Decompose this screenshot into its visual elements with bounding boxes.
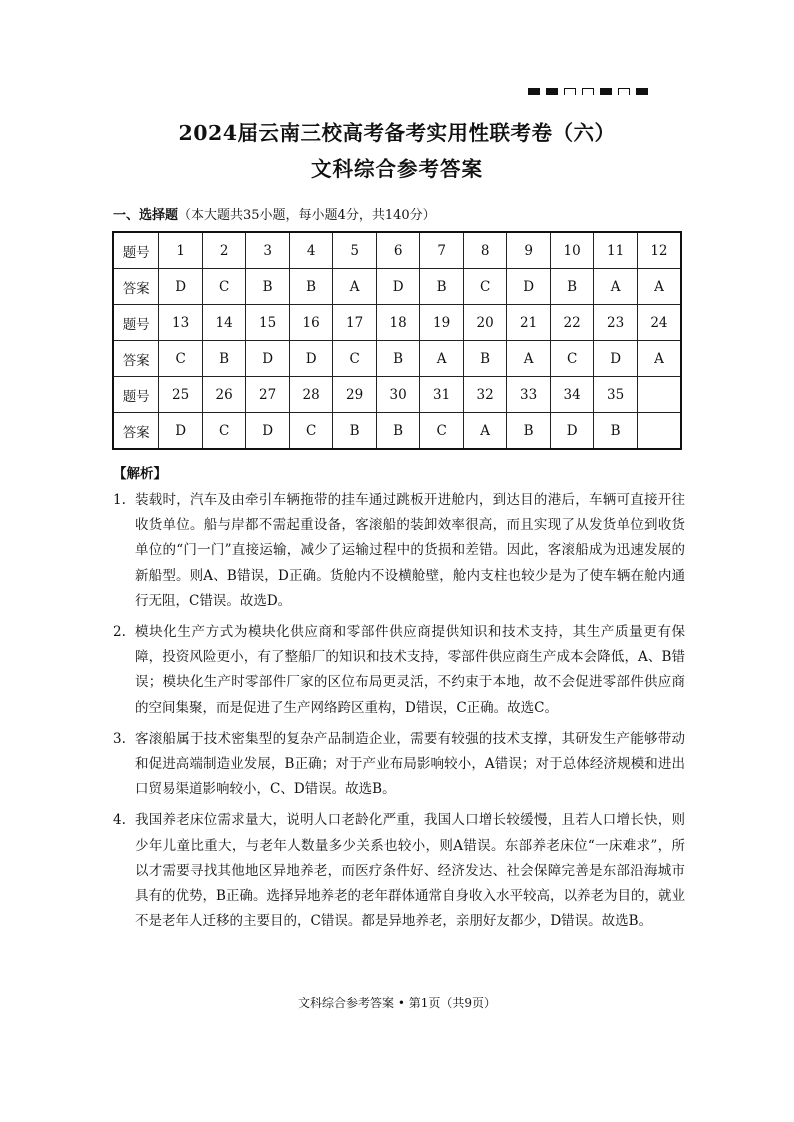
table-row <box>113 232 681 269</box>
table-cell: B <box>333 413 377 450</box>
table-row <box>113 377 681 413</box>
table-cell: 17 <box>333 305 377 341</box>
table-cell: 30 <box>376 377 420 413</box>
table-cell: 19 <box>420 305 464 341</box>
table-cell: D <box>550 413 594 450</box>
page-footer: 文科综合参考答案 • 第1页（共9页） <box>298 996 496 1010</box>
header-mark <box>636 88 648 95</box>
table-cell: 16 <box>289 305 333 341</box>
item-text: 我国养老床位需求量大，说明人口老龄化严重，我国人口增长较缓慢，且若人口增长快，则少年儿童比重大，与老年人数量多少关系也较小，则A错误。东部养老床位“一床难求”，所以才需要寻找其他地区异地养老，而医疗条件好、经济发达、社会保障完善是东部沿海城市具有的优势，B正确。选择异地养老的老年群体通常自身收入水平较高，以养老为目的，就业不是老年人迁移的主要目的，C错误。都是异地养老，亲朋好友都少，D错误。故选B。 <box>135 812 685 930</box>
table-cell: 20 <box>463 305 507 341</box>
table-cell: 23 <box>594 305 638 341</box>
answer-table <box>112 231 682 450</box>
table-cell: A <box>507 341 551 377</box>
item-number: 1. <box>113 492 126 508</box>
table-cell: 11 <box>594 232 638 269</box>
header-marks <box>528 88 648 95</box>
table-cell: A <box>463 413 507 450</box>
table-cell: D <box>507 269 551 305</box>
table-cell: 29 <box>333 377 377 413</box>
table-cell: 32 <box>463 377 507 413</box>
table-cell: C <box>202 413 246 450</box>
table-row <box>113 269 681 305</box>
table-cell: D <box>376 269 420 305</box>
item-number: 4. <box>113 812 126 829</box>
table-cell <box>637 413 681 450</box>
row-header-cell: 答案 <box>113 413 159 450</box>
table-cell: B <box>202 341 246 377</box>
table-cell: B <box>463 341 507 377</box>
table-cell: D <box>246 413 290 450</box>
table-cell: 5 <box>333 232 377 269</box>
table-cell: D <box>289 341 333 377</box>
table-cell: 34 <box>550 377 594 413</box>
table-cell: 33 <box>507 377 551 413</box>
table-cell: B <box>550 269 594 305</box>
table-cell: 6 <box>376 232 420 269</box>
table-cell: B <box>376 341 420 377</box>
table-row <box>113 305 681 341</box>
table-cell: 10 <box>550 232 594 269</box>
section-note: （本大题共35小题，每小题4分，共140分） <box>178 208 436 223</box>
table-cell: 8 <box>463 232 507 269</box>
table-cell: C <box>463 269 507 305</box>
table-cell: 18 <box>376 305 420 341</box>
table-cell: D <box>159 269 203 305</box>
list-item <box>113 727 685 803</box>
table-cell: D <box>246 341 290 377</box>
table-cell: B <box>246 269 290 305</box>
table-row <box>113 341 681 377</box>
item-text: 模块化生产方式为模块化供应商和零部件供应商提供知识和技术支持，其生产质量更有保障，投资风险更小，有了整船厂的知识和技术支持，零部件供应商生产成本会降低，A、B错误；模块化生产时零部件厂家的区位布局更灵活，不约束于本地，故不会促进零部件供应商的空间集聚，而是促进了生产网络跨区重构，D错误，C正确。故选C。 <box>135 624 685 716</box>
table-cell: D <box>159 413 203 450</box>
table-cell: 24 <box>637 305 681 341</box>
table-cell: D <box>594 341 638 377</box>
table-cell: C <box>289 413 333 450</box>
table-cell: C <box>333 341 377 377</box>
table-cell: 35 <box>594 377 638 413</box>
table-cell: 13 <box>159 305 203 341</box>
table-cell <box>637 377 681 413</box>
table-cell: 2 <box>202 232 246 269</box>
list-item <box>113 620 685 721</box>
section-heading <box>113 204 436 223</box>
item-number: 3. <box>113 730 126 747</box>
analysis-heading: 【解析】 <box>113 466 167 482</box>
table-cell: B <box>420 269 464 305</box>
section-label: 一、选择题 <box>113 208 179 223</box>
title-line-1: 2024届云南三校高考备考实用性联考卷（六） <box>178 121 616 145</box>
table-cell: C <box>202 269 246 305</box>
table-cell: A <box>637 341 681 377</box>
row-header-cell: 题号 <box>113 377 159 413</box>
table-cell: A <box>594 269 638 305</box>
header-mark <box>546 88 558 95</box>
analysis-list <box>113 488 685 940</box>
table-cell: A <box>637 269 681 305</box>
row-header-cell: 答案 <box>113 269 159 305</box>
header-mark <box>564 88 576 95</box>
table-cell: B <box>594 413 638 450</box>
table-cell: C <box>550 341 594 377</box>
table-cell: 9 <box>507 232 551 269</box>
table-cell: 1 <box>159 232 203 269</box>
table-cell: A <box>420 341 464 377</box>
table-cell: 31 <box>420 377 464 413</box>
table-cell: 15 <box>246 305 290 341</box>
table-cell: B <box>376 413 420 450</box>
item-text: 客滚船属于技术密集型的复杂产品制造企业，需要有较强的技术支撑，其研发生产能够带动和促进高端制造业发展，B正确；对于产业布局影响较小，A错误；对于总体经济规模和进出口贸易渠道影响较小，C、D错误。故选B。 <box>135 730 685 798</box>
table-cell: B <box>507 413 551 450</box>
header-mark <box>600 88 612 95</box>
title-line-2: 文科综合参考答案 <box>311 157 483 181</box>
table-cell: 14 <box>202 305 246 341</box>
table-cell: 7 <box>420 232 464 269</box>
table-cell: 27 <box>246 377 290 413</box>
list-item <box>113 808 685 934</box>
table-cell: 22 <box>550 305 594 341</box>
header-mark <box>582 88 594 95</box>
table-cell: 21 <box>507 305 551 341</box>
row-header-cell: 答案 <box>113 341 159 377</box>
header-mark <box>528 88 540 95</box>
table-cell: A <box>333 269 377 305</box>
table-cell: C <box>159 341 203 377</box>
table-cell: C <box>420 413 464 450</box>
item-number: 2. <box>113 624 126 641</box>
table-cell: 26 <box>202 377 246 413</box>
table-cell: 3 <box>246 232 290 269</box>
table-cell: 25 <box>159 377 203 413</box>
header-mark <box>618 88 630 95</box>
item-text: 装载时，汽车及由牵引车辆拖带的挂车通过跳板开进舱内，到达目的港后，车辆可直接开往收货单位。船与岸都不需起重设备，客滚船的装卸效率很高，而且实现了从发货单位到收货单位的“门一门”直接运输，减少了运输过程中的货损和差错。因此，客滚船成为迅速发展的新船型。则A、B错误，D正确。货舱内不设横舱壁，舱内支柱也较少是为了使车辆在舱内通行无阻，C错误。故选D。 <box>135 492 685 609</box>
list-item <box>113 488 685 614</box>
table-cell: 28 <box>289 377 333 413</box>
row-header-cell: 题号 <box>113 305 159 341</box>
row-header-cell: 题号 <box>113 232 159 269</box>
table-cell: 12 <box>637 232 681 269</box>
table-row <box>113 413 681 450</box>
table-cell: B <box>289 269 333 305</box>
table-cell: 4 <box>289 232 333 269</box>
